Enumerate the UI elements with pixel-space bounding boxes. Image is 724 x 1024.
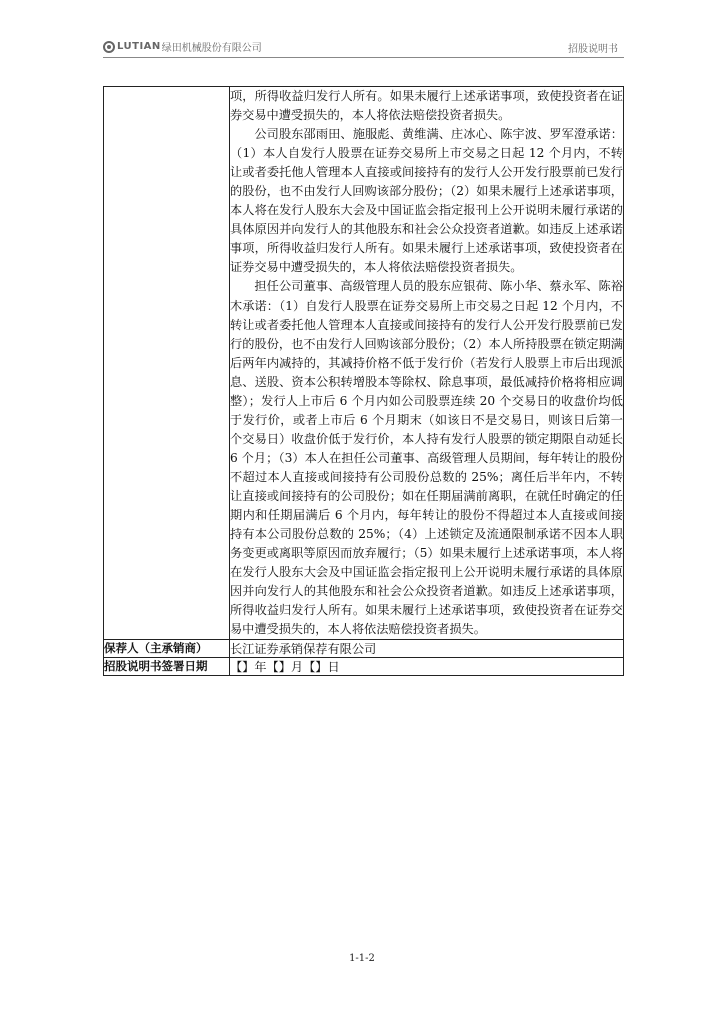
prospectus-table	[103, 86, 624, 676]
signing-date-row	[104, 658, 624, 676]
signing-date-value: 【】年【】月【】日	[230, 658, 624, 676]
lutian-logo-icon	[103, 41, 115, 53]
company-name: 绿田机械股份有限公司	[161, 43, 262, 54]
page-number: 1-1-2	[349, 953, 375, 964]
commitment-label-cell	[104, 87, 230, 640]
commitment-row	[104, 87, 624, 640]
sponsor-label: 保荐人（主承销商）	[104, 640, 230, 658]
document-type: 招股说明书	[568, 44, 618, 55]
company-logo	[103, 39, 262, 54]
commitment-paragraph-1: 项，所得收益归发行人所有。如果未履行上述承诺事项，致使投资者在证券交易中遭受损失的，本人将依法赔偿投资者损失。	[230, 89, 623, 123]
signing-date-label: 招股说明书签署日期	[104, 658, 230, 676]
commitment-text-cell	[230, 87, 624, 640]
header-divider	[103, 57, 624, 58]
sponsor-value: 长江证券承销保荐有限公司	[230, 640, 624, 658]
commitment-paragraph-3: 担任公司董事、高级管理人员的股东应银荷、陈小华、蔡永军、陈裕木承诺：（1）自发行人股票在证券交易所上市交易之日起 12 个月内，不转让或者委托他人管理本人直接或间接持有的发行人公开发行股票前已发行的股份，也不由发行人回购该部分股份；（2）本人所持股票在锁定期满后两年内减持的，其减持价格不低于发行价（若发行人股票上市后出现派息、送股、资本公积转增股本等除权、除息事项，最低减持价格将相应调整）；发行人上市后 6 个月内如公司股票连续 20 个交易日的收盘价均低于发行价，或者上市后 6 个月期末（如该日不是交易日，则该日后第一个交易日）收盘价低于发行价，本人持有发行人股票的锁定期限自动延长 6 个月；（3）本人在担任公司董事、高级管理人员期间，每年转让的股份不超过本人直接或间接持有公司股份总数的 25%；离任后半年内，不转让直接或间接持有的公司股份；如在任期届满前离职，在就任时确定的任期内和任期届满后 6 个月内，每年转让的股份不得超过本人直接或间接持有本公司股份总数的 25%；（4）上述锁定及流通限制承诺不因本人职务变更或离职等原因而放弃履行；（5）如果未履行上述承诺事项，本人将在发行人股东大会及中国证监会指定报刊上公开说明未履行承诺的具体原因并向发行人的其他股东和社会公众投资者道歉。如违反上述承诺事项，所得收益归发行人所有。如果未履行上述承诺事项，致使投资者在证券交易中遭受损失的，本人将依法赔偿投资者损失。	[230, 279, 623, 637]
logo-text: LUTIAN	[117, 41, 161, 52]
sponsor-row	[104, 640, 624, 658]
commitment-paragraph-2: 公司股东邵雨田、施服彪、黄维满、庄冰心、陈宇波、罗军澄承诺：（1）本人自发行人股票在证券交易所上市交易之日起 12 个月内，不转让或者委托他人管理本人直接或间接持有的发行人公开发行股票前已发行的股份，也不由发行人回购该部分股份；（2）如果未履行上述承诺事项，本人将在发行人股东大会及中国证监会指定报刊上公开说明未履行承诺的具体原因并向发行人的其他股东和社会公众投资者道歉。如违反上述承诺事项，所得收益归发行人所有。如果未履行上述承诺事项，致使投资者在证券交易中遭受损失的，本人将依法赔偿投资者损失。	[230, 127, 623, 275]
page-header	[103, 37, 624, 55]
